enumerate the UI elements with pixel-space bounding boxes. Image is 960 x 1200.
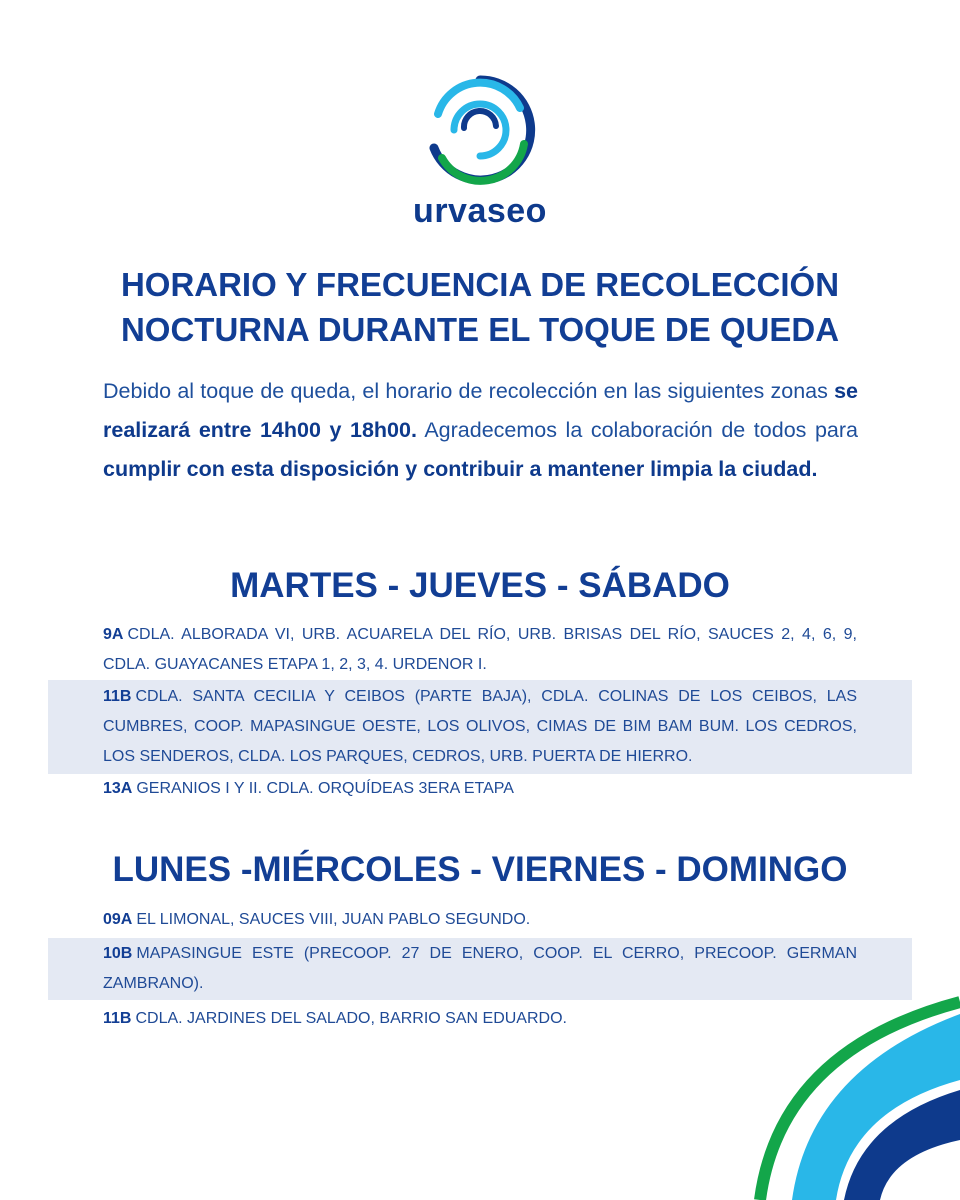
zone-text: GERANIOS I Y II. CDLA. ORQUÍDEAS 3ERA ETAPA (136, 780, 514, 797)
brand-name: urvaseo (413, 192, 547, 230)
intro-paragraph (103, 372, 858, 489)
title-line-2: NOCTURNA DURANTE EL TOQUE DE QUEDA (120, 311, 840, 348)
intro-bold-2: cumplir con esta disposición y contribuir a mantener limpia la ciudad. (103, 457, 818, 481)
schedule-2-zone (48, 905, 912, 935)
intro-part-2: Agradecemos la colaboración de todos para (416, 418, 858, 442)
zone-text: MAPASINGUE ESTE (PRECOOP. 27 DE ENERO, COOP. EL CERRO, PRECOOP. GERMAN ZAMBRANO). (103, 945, 857, 992)
zone-text: CDLA. JARDINES DEL SALADO, BARRIO SAN EDUARDO. (135, 1010, 567, 1027)
corner-arcs-decoration (740, 990, 960, 1200)
zone-code: 9A (103, 626, 124, 643)
swirl-logo-icon (420, 70, 540, 190)
schedule-1-zone (48, 620, 912, 680)
schedule-1-zone (48, 774, 912, 804)
schedule-1-days: MARTES - JUEVES - SÁBADO (230, 566, 730, 605)
page-title (60, 262, 900, 352)
zone-text: EL LIMONAL, SAUCES VIII, JUAN PABLO SEGUNDO. (136, 911, 531, 928)
intro-bold-1: se realizará entre 14h00 y 18h00. (103, 379, 858, 442)
intro-part-1: Debido al toque de queda, el horario de recolección en las siguientes zonas (103, 379, 835, 403)
schedule-1-zone (48, 680, 912, 774)
zone-code: 09A (103, 911, 133, 928)
zone-text: CDLA. SANTA CECILIA Y CEIBOS (PARTE BAJA), CDLA. COLINAS DE LOS CEIBOS, LAS CUMBRES, COOP. MAPASINGUE OESTE, LOS OLIVOS, CIMAS DE BIM BAM BUM. LOS CEDROS, LOS SENDEROS, CLDA. LOS PARQUES, CEDROS, URB. PUERTA DE HIERRO. (103, 688, 857, 765)
zone-code: 10B (103, 945, 133, 962)
zone-code: 13A (103, 780, 133, 797)
title-line-1: HORARIO Y FRECUENCIA DE RECOLECCIÓN (120, 266, 840, 303)
schedule-2-days: LUNES -MIÉRCOLES - VIERNES - DOMINGO (112, 850, 848, 889)
zone-code: 11B (103, 1010, 132, 1027)
zone-text: CDLA. ALBORADA VI, URB. ACUARELA DEL RÍO, URB. BRISAS DEL RÍO, SAUCES 2, 4, 6, 9, CDLA. GUAYACANES ETAPA 1, 2, 3, 4. URDENOR I. (103, 626, 857, 673)
brand-logo (0, 70, 960, 231)
zone-code: 11B (103, 688, 132, 705)
